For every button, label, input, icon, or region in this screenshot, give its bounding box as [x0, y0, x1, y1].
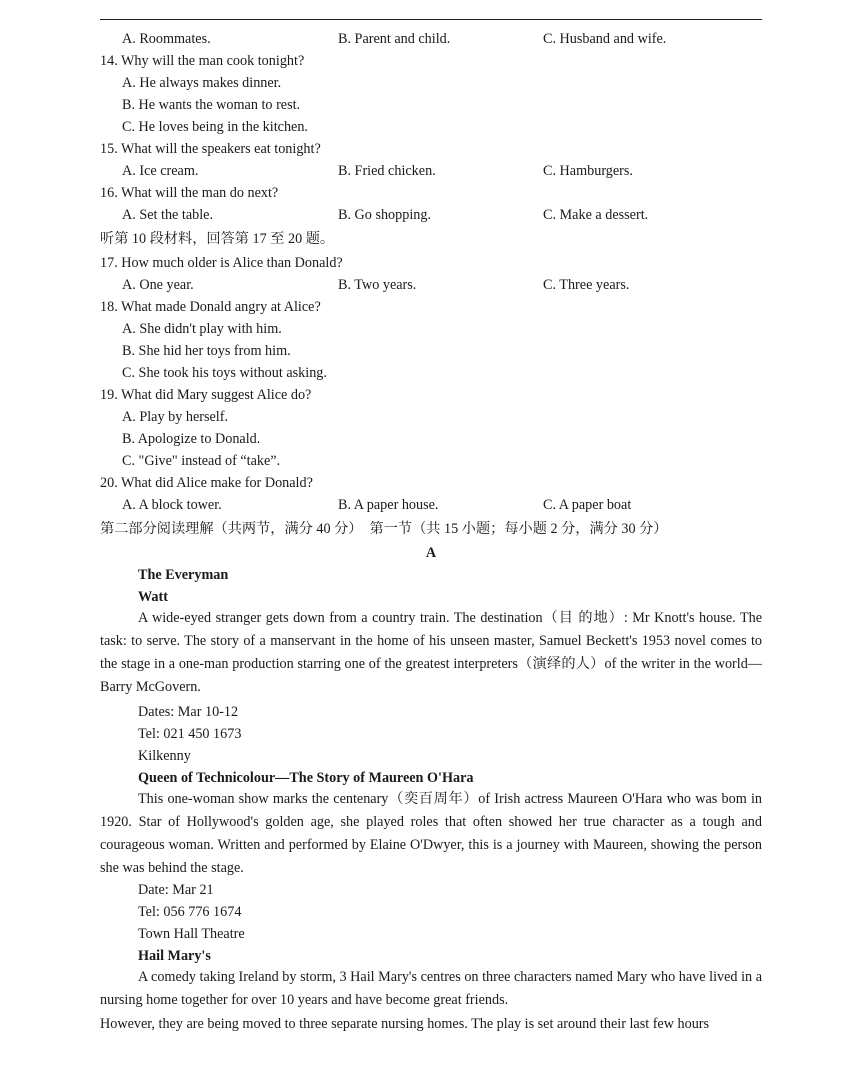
q14-stem: 14. Why will the man cook tonight? — [100, 53, 305, 69]
q19-option-a: A. Play by herself. — [122, 409, 228, 425]
section-10-instruction: 听第 10 段材料，回答第 17 至 20 题。 — [100, 231, 335, 247]
q14-option-c: C. He loves being in the kitchen. — [122, 119, 308, 135]
show-1-place: Kilkenny — [138, 748, 191, 764]
q20-option-b: B. A paper house. — [338, 497, 439, 513]
q18-option-b: B. She hid her toys from him. — [122, 343, 291, 359]
q16-stem: 16. What will the man do next? — [100, 185, 279, 201]
q20-option-a: A. A block tower. — [122, 497, 222, 513]
q15-option-b: B. Fried chicken. — [338, 163, 436, 179]
passage-heading: The Everyman — [138, 567, 229, 583]
show-2-place: Town Hall Theatre — [138, 926, 245, 942]
part-2-heading: 第二部分阅读理解（共两节，满分 40 分） 第一节（共 15 小题；每小题 2 分，满分 30 分） — [100, 521, 668, 537]
q18-stem: 18. What made Donald angry at Alice? — [100, 299, 321, 315]
show-1-description: A wide-eyed stranger gets down from a country train. The destination（目 的地）: Mr Knott's house. The task: to serve. The story of a manservant in the home of his unseen master, Samuel Beckett's 1953 novel comes to the stage in a one-man production starring one of the greatest interpreters（演绎的人）of the writer in the world—Barry McGovern. — [100, 610, 762, 695]
show-3-title: Hail Mary's — [138, 948, 211, 964]
q17-option-a: A. One year. — [122, 277, 194, 293]
q20-stem: 20. What did Alice make for Donald? — [100, 475, 313, 491]
q13-option-b: B. Parent and child. — [338, 31, 451, 47]
q13-option-a: A. Roommates. — [122, 31, 211, 47]
q20-option-c: C. A paper boat — [543, 497, 632, 513]
q17-option-b: B. Two years. — [338, 277, 417, 293]
show-1-dates: Dates: Mar 10-12 — [138, 704, 239, 720]
top-rule — [100, 19, 762, 20]
q16-option-a: A. Set the table. — [122, 207, 214, 223]
q19-stem: 19. What did Mary suggest Alice do? — [100, 387, 312, 403]
q15-option-a: A. Ice cream. — [122, 163, 199, 179]
q18-option-c: C. She took his toys without asking. — [122, 365, 327, 381]
q14-option-a: A. He always makes dinner. — [122, 75, 282, 91]
q16-option-c: C. Make a dessert. — [543, 207, 649, 223]
show-3-description-continued: However, they are being moved to three separate nursing homes. The play is set around their last few hours — [100, 1016, 710, 1032]
q15-option-c: C. Hamburgers. — [543, 163, 633, 179]
q17-option-c: C. Three years. — [543, 277, 630, 293]
show-2-description: This one-woman show marks the centenary（奕百周年）of Irish actress Maureen O'Hara who was bom in 1920. Star of Hollywood's golden age, she played roles that often showed her true character as a tough and courageous woman. Written and performed by Elaine O'Dwyer, this is a journey with Maureen, showing the person she was behind the stage. — [100, 791, 762, 876]
show-2-tel: Tel: 056 776 1674 — [138, 904, 242, 920]
q19-option-c: C. "Give" instead of “take”. — [122, 453, 281, 469]
q13-option-c: C. Husband and wife. — [543, 31, 667, 47]
q18-option-a: A. She didn't play with him. — [122, 321, 282, 337]
q19-option-b: B. Apologize to Donald. — [122, 431, 261, 447]
show-2-title: Queen of Technicolour—The Story of Maureen O'Hara — [138, 770, 474, 786]
q15-stem: 15. What will the speakers eat tonight? — [100, 141, 321, 157]
show-1-title: Watt — [138, 589, 168, 605]
q17-stem: 17. How much older is Alice than Donald? — [100, 255, 343, 271]
passage-label: A — [425, 545, 437, 561]
q14-option-b: B. He wants the woman to rest. — [122, 97, 301, 113]
q16-option-b: B. Go shopping. — [338, 207, 432, 223]
show-2-date: Date: Mar 21 — [138, 882, 214, 898]
show-1-tel: Tel: 021 450 1673 — [138, 726, 242, 742]
show-3-description: A comedy taking Ireland by storm, 3 Hail Mary's centres on three characters named Mary who have lived in a nursing home together for over 10 years and have become great friends. — [100, 969, 762, 1008]
